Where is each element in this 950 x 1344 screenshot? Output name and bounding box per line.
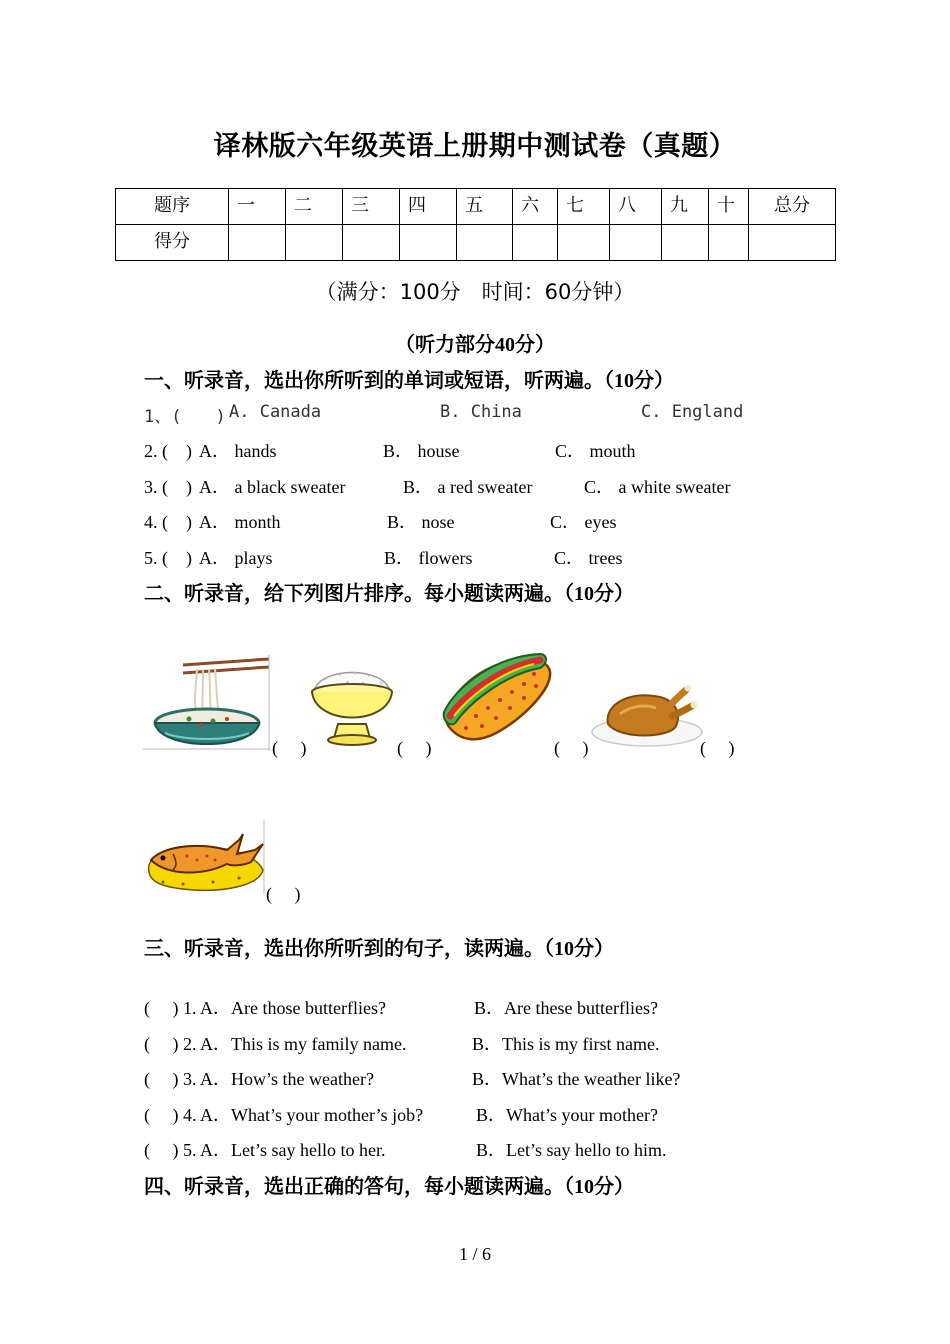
full-score-note: （满分：100分 时间：60分钟） [315,280,635,304]
option-a: A． a black sweater [199,477,346,497]
answer-blank[interactable]: ( ) [266,884,301,904]
sentence-option-a: ( ) 3. A．How’s the weather? [144,1069,374,1089]
answer-blank[interactable]: ( ) [554,738,589,758]
option-b: B. China [440,402,522,422]
score-cell[interactable] [709,225,749,261]
sentence-option-a: ( ) 5. A．Let’s say hello to her. [144,1140,386,1160]
table-cell: 八 [610,189,662,225]
score-cell[interactable] [558,225,610,261]
question-number: 4. ( ) [144,512,192,532]
option-a: A． hands [199,441,277,461]
section-2-heading: 二、听录音，给下列图片排序。每小题读两遍。（10分） [144,583,634,605]
table-cell: 四 [400,189,457,225]
score-cell[interactable] [662,225,709,261]
score-cell[interactable] [286,225,343,261]
option-c: C. England [641,402,744,422]
table-cell: 一 [229,189,286,225]
sentence-option-b: B．Let’s say hello to him. [476,1140,667,1160]
option-b: B． nose [387,512,455,532]
answer-blank[interactable]: ( ) [700,738,735,758]
table-cell: 题序 [116,189,229,225]
listening-part-title: （听力部分40分） [395,334,555,356]
section-4-heading: 四、听录音，选出正确的答句，每小题读两遍。（10分） [144,1176,634,1198]
option-c: C． mouth [555,441,636,461]
option-b: B． house [383,441,460,461]
table-cell: 得分 [116,225,229,261]
score-cell[interactable] [749,225,836,261]
score-cell[interactable] [229,225,286,261]
option-b: B． a red sweater [403,477,533,497]
question-number: 1、( ) [144,407,226,427]
option-a: A． plays [199,548,273,568]
option-a: A. Canada [229,402,322,422]
table-cell: 九 [662,189,709,225]
noodles-picture [143,655,271,751]
table-cell: 五 [457,189,513,225]
option-c: C． a white sweater [584,477,731,497]
option-a: A． month [199,512,281,532]
score-table [115,188,836,261]
score-cell[interactable] [513,225,558,261]
chicken-picture [590,684,704,750]
table-cell: 七 [558,189,610,225]
table-cell: 六 [513,189,558,225]
fish-picture [143,820,267,894]
score-cell[interactable] [457,225,513,261]
page-title: 译林版六年级英语上册期中测试卷（真题） [213,131,737,162]
sentence-option-a: ( ) 4. A．What’s your mother’s job? [144,1105,424,1125]
score-cell[interactable] [400,225,457,261]
sentence-option-a: ( ) 1. A．Are those butterflies? [144,998,386,1018]
score-table-header-row [116,189,836,225]
hot-dog-picture [436,646,554,750]
table-cell: 总分 [749,189,836,225]
rice-picture [304,660,400,752]
sentence-option-b: B．What’s your mother? [476,1105,658,1125]
option-b: B． flowers [384,548,473,568]
answer-blank[interactable]: ( ) [272,738,307,758]
section-3-heading: 三、听录音，选出你所听到的句子，读两遍。（10分） [144,938,614,960]
sentence-option-b: B．What’s the weather like? [472,1069,681,1089]
question-number: 2. ( ) [144,441,192,461]
score-cell[interactable] [343,225,400,261]
score-table-score-row [116,225,836,261]
question-number: 5. ( ) [144,548,192,568]
sentence-option-a: ( ) 2. A．This is my family name. [144,1034,407,1054]
option-c: C． eyes [550,512,617,532]
sentence-option-b: B．Are these butterflies? [474,998,658,1018]
table-cell: 三 [343,189,400,225]
section-1-heading: 一、听录音，选出你所听到的单词或短语，听两遍。（10分） [144,370,674,392]
question-number: 3. ( ) [144,477,192,497]
page-number: 1 / 6 [458,1244,491,1264]
score-cell[interactable] [610,225,662,261]
answer-blank[interactable]: ( ) [397,738,432,758]
option-c: C． trees [554,548,623,568]
sentence-option-b: B．This is my first name. [472,1034,660,1054]
table-cell: 十 [709,189,749,225]
table-cell: 二 [286,189,343,225]
